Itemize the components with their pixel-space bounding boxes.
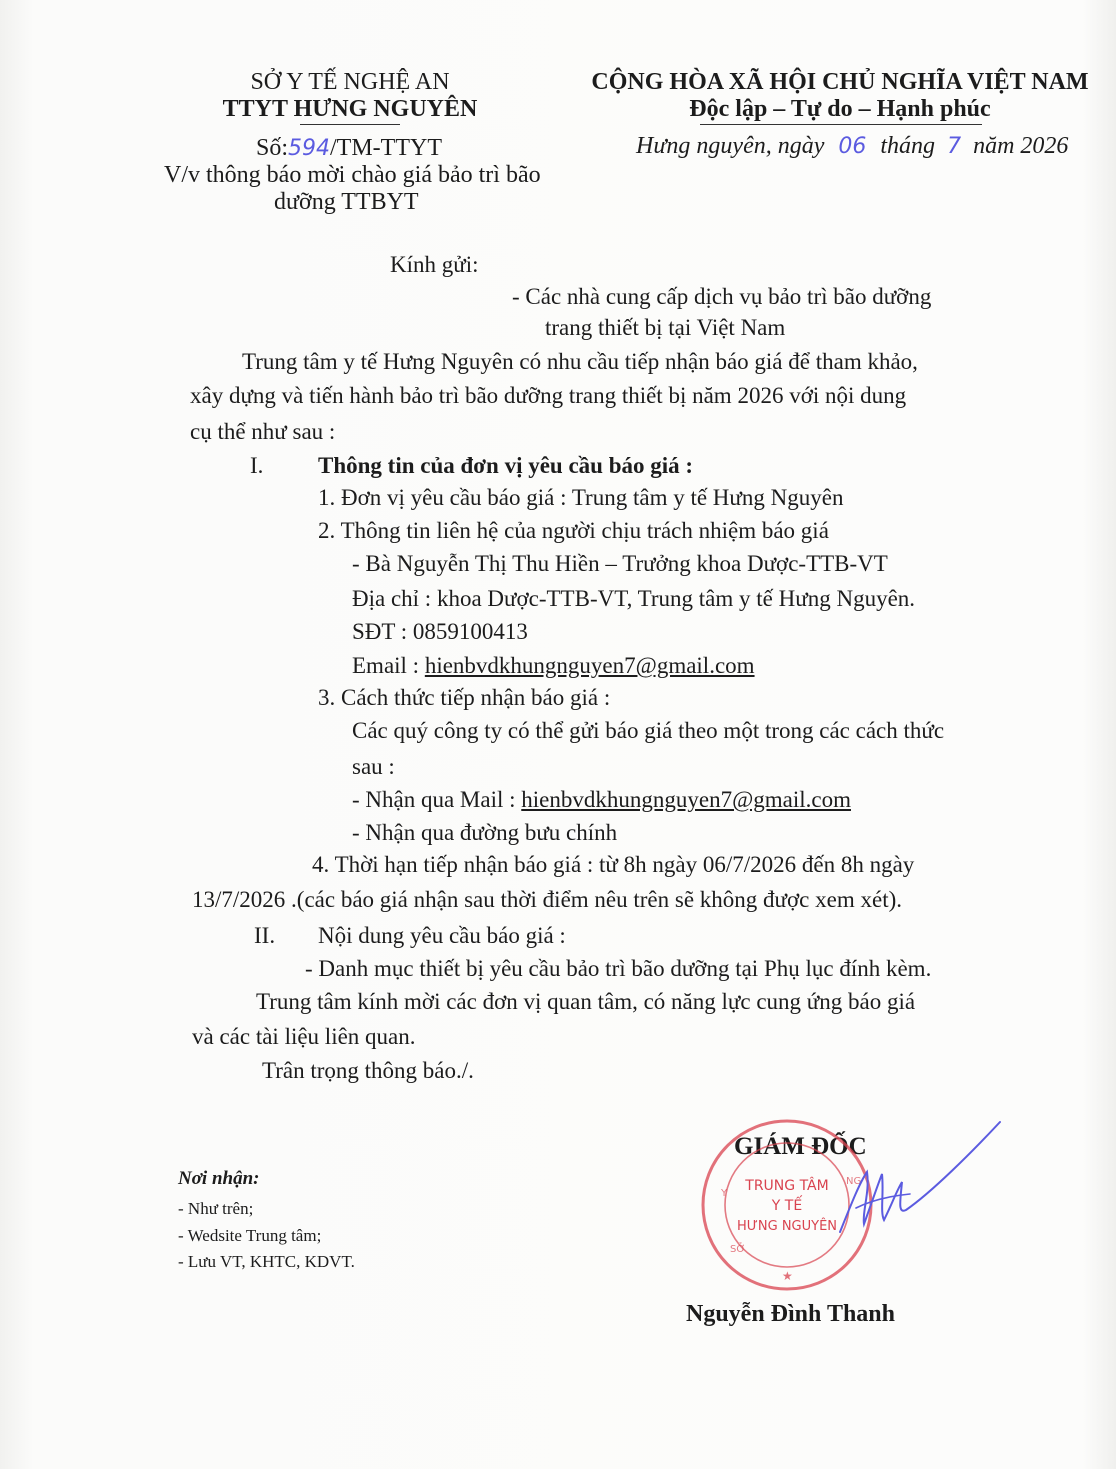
intro-line-1: Trung tâm y tế Hưng Nguyên có nhu cầu tiếp nhận báo giá để tham khảo, [242, 349, 918, 374]
contact-person: - Bà Nguyễn Thị Thu Hiền – Trưởng khoa Dược-TTB-VT [352, 551, 888, 576]
national-motto: Độc lập – Tự do – Hạnh phúc [689, 96, 991, 122]
intro-line-3: cụ thể như sau : [190, 419, 336, 444]
recipient-line-1: - Các nhà cung cấp dịch vụ bảo trì bão dưỡng [512, 284, 932, 309]
mail-method-line [352, 788, 851, 811]
stamp-line-3: HƯNG NGUYÊN [736, 1219, 838, 1234]
ministry-name: SỞ Y TẾ NGHỆ AN [250, 69, 450, 95]
stamp-line-2: Y TẾ [771, 1198, 803, 1214]
svg-text:★: ★ [782, 1269, 793, 1283]
recipients-item-3: - Lưu VT, KHTC, KDVT. [178, 1252, 355, 1271]
nation-name: CỘNG HÒA XÃ HỘI CHỦ NGHĨA VIỆT NAM [591, 69, 1089, 95]
contact-email-link[interactable]: hienbvdkhungnguyen7@gmail.com [424, 653, 755, 678]
number-suffix: /TM-TTYT [330, 135, 442, 161]
date-prefix: Hưng nguyên, ngày [636, 133, 825, 159]
section1-item-4-line-1: 4. Thời hạn tiếp nhận báo giá : từ 8h ngày 06/7/2026 đến 8h ngày [312, 852, 915, 877]
closing-line-1: Trung tâm kính mời các đơn vị quan tâm, có năng lực cung ứng báo giá [256, 989, 916, 1014]
document-number [256, 136, 442, 160]
mail-email-link[interactable]: hienbvdkhungnguyen7@gmail.com [521, 787, 851, 812]
contact-address: Địa chỉ : khoa Dược-TTB-VT, Trung tâm y tế Hưng Nguyên. [352, 586, 916, 611]
date-line [636, 134, 1068, 158]
intro-line-2: xây dựng và tiến hành bảo trì bão dưỡng trang thiết bị năm 2026 với nội dung [190, 383, 907, 408]
section1-item-1: 1. Đơn vị yêu cầu báo giá : Trung tâm y tế Hưng Nguyên [318, 485, 844, 510]
subject-line-1: V/v thông báo mời chào giá bảo trì bão [164, 162, 541, 188]
section1-item-2: 2. Thông tin liên hệ của người chịu trách nhiệm báo giá [318, 518, 829, 543]
date-month-label: tháng [880, 133, 936, 159]
date-day: 06 [838, 134, 867, 159]
closing-line-2: và các tài liệu liên quan. [192, 1024, 416, 1049]
signer-name: Nguyễn Đình Thanh [686, 1301, 895, 1327]
recipients-item-1: - Như trên; [178, 1199, 254, 1218]
section1-item-4-line-2: 13/7/2026 .(các báo giá nhận sau thời điểm nêu trên sẽ không được xem xét). [192, 887, 902, 912]
handwritten-signature [812, 1112, 1012, 1242]
item3-desc-2: sau : [352, 754, 395, 779]
stamp-line-1: TRUNG TÂM [745, 1178, 829, 1194]
number-prefix: Số: [256, 135, 289, 161]
recipient-line-2: trang thiết bị tại Việt Nam [545, 315, 786, 340]
svg-text:NG: NG [846, 1176, 862, 1187]
signer-role: GIÁM ĐỐC [734, 1133, 867, 1160]
subject-line-2: dưỡng TTBYT [274, 189, 419, 215]
date-year: năm 2026 [973, 133, 1069, 159]
closing-line-3: Trân trọng thông báo./. [262, 1058, 474, 1083]
motto-underline [700, 124, 982, 125]
recipients-title: Nơi nhận: [178, 1168, 260, 1189]
mail-label: - Nhận qua Mail : [352, 787, 522, 812]
contact-phone: SĐT : 0859100413 [352, 619, 528, 644]
section1-numeral: I. [250, 453, 264, 478]
post-method: - Nhận qua đường bưu chính [352, 820, 618, 845]
date-month: 7 [947, 134, 962, 159]
recipients-item-2: - Wedsite Trung tâm; [178, 1226, 322, 1245]
number-handwritten: 594 [288, 136, 331, 161]
unit-underline [300, 124, 400, 125]
section2-title: Nội dung yêu cầu báo giá : [318, 923, 566, 948]
section1-item-3: 3. Cách thức tiếp nhận báo giá : [318, 685, 611, 710]
contact-email-line [352, 654, 755, 677]
svg-text:SỞ: SỞ [730, 1244, 746, 1255]
svg-text:Y: Y [721, 1188, 728, 1199]
email-label: Email : [352, 653, 425, 678]
section2-numeral: II. [254, 923, 276, 948]
item3-desc-1: Các quý công ty có thể gửi báo giá theo một trong các cách thức [352, 718, 945, 743]
section2-item: - Danh mục thiết bị yêu cầu bảo trì bão dưỡng tại Phụ lục đính kèm. [305, 956, 932, 981]
recipient-label: Kính gửi: [390, 252, 479, 277]
section1-title: Thông tin của đơn vị yêu cầu báo giá : [318, 453, 694, 478]
unit-name: TTYT HƯNG NGUYÊN [222, 96, 478, 122]
